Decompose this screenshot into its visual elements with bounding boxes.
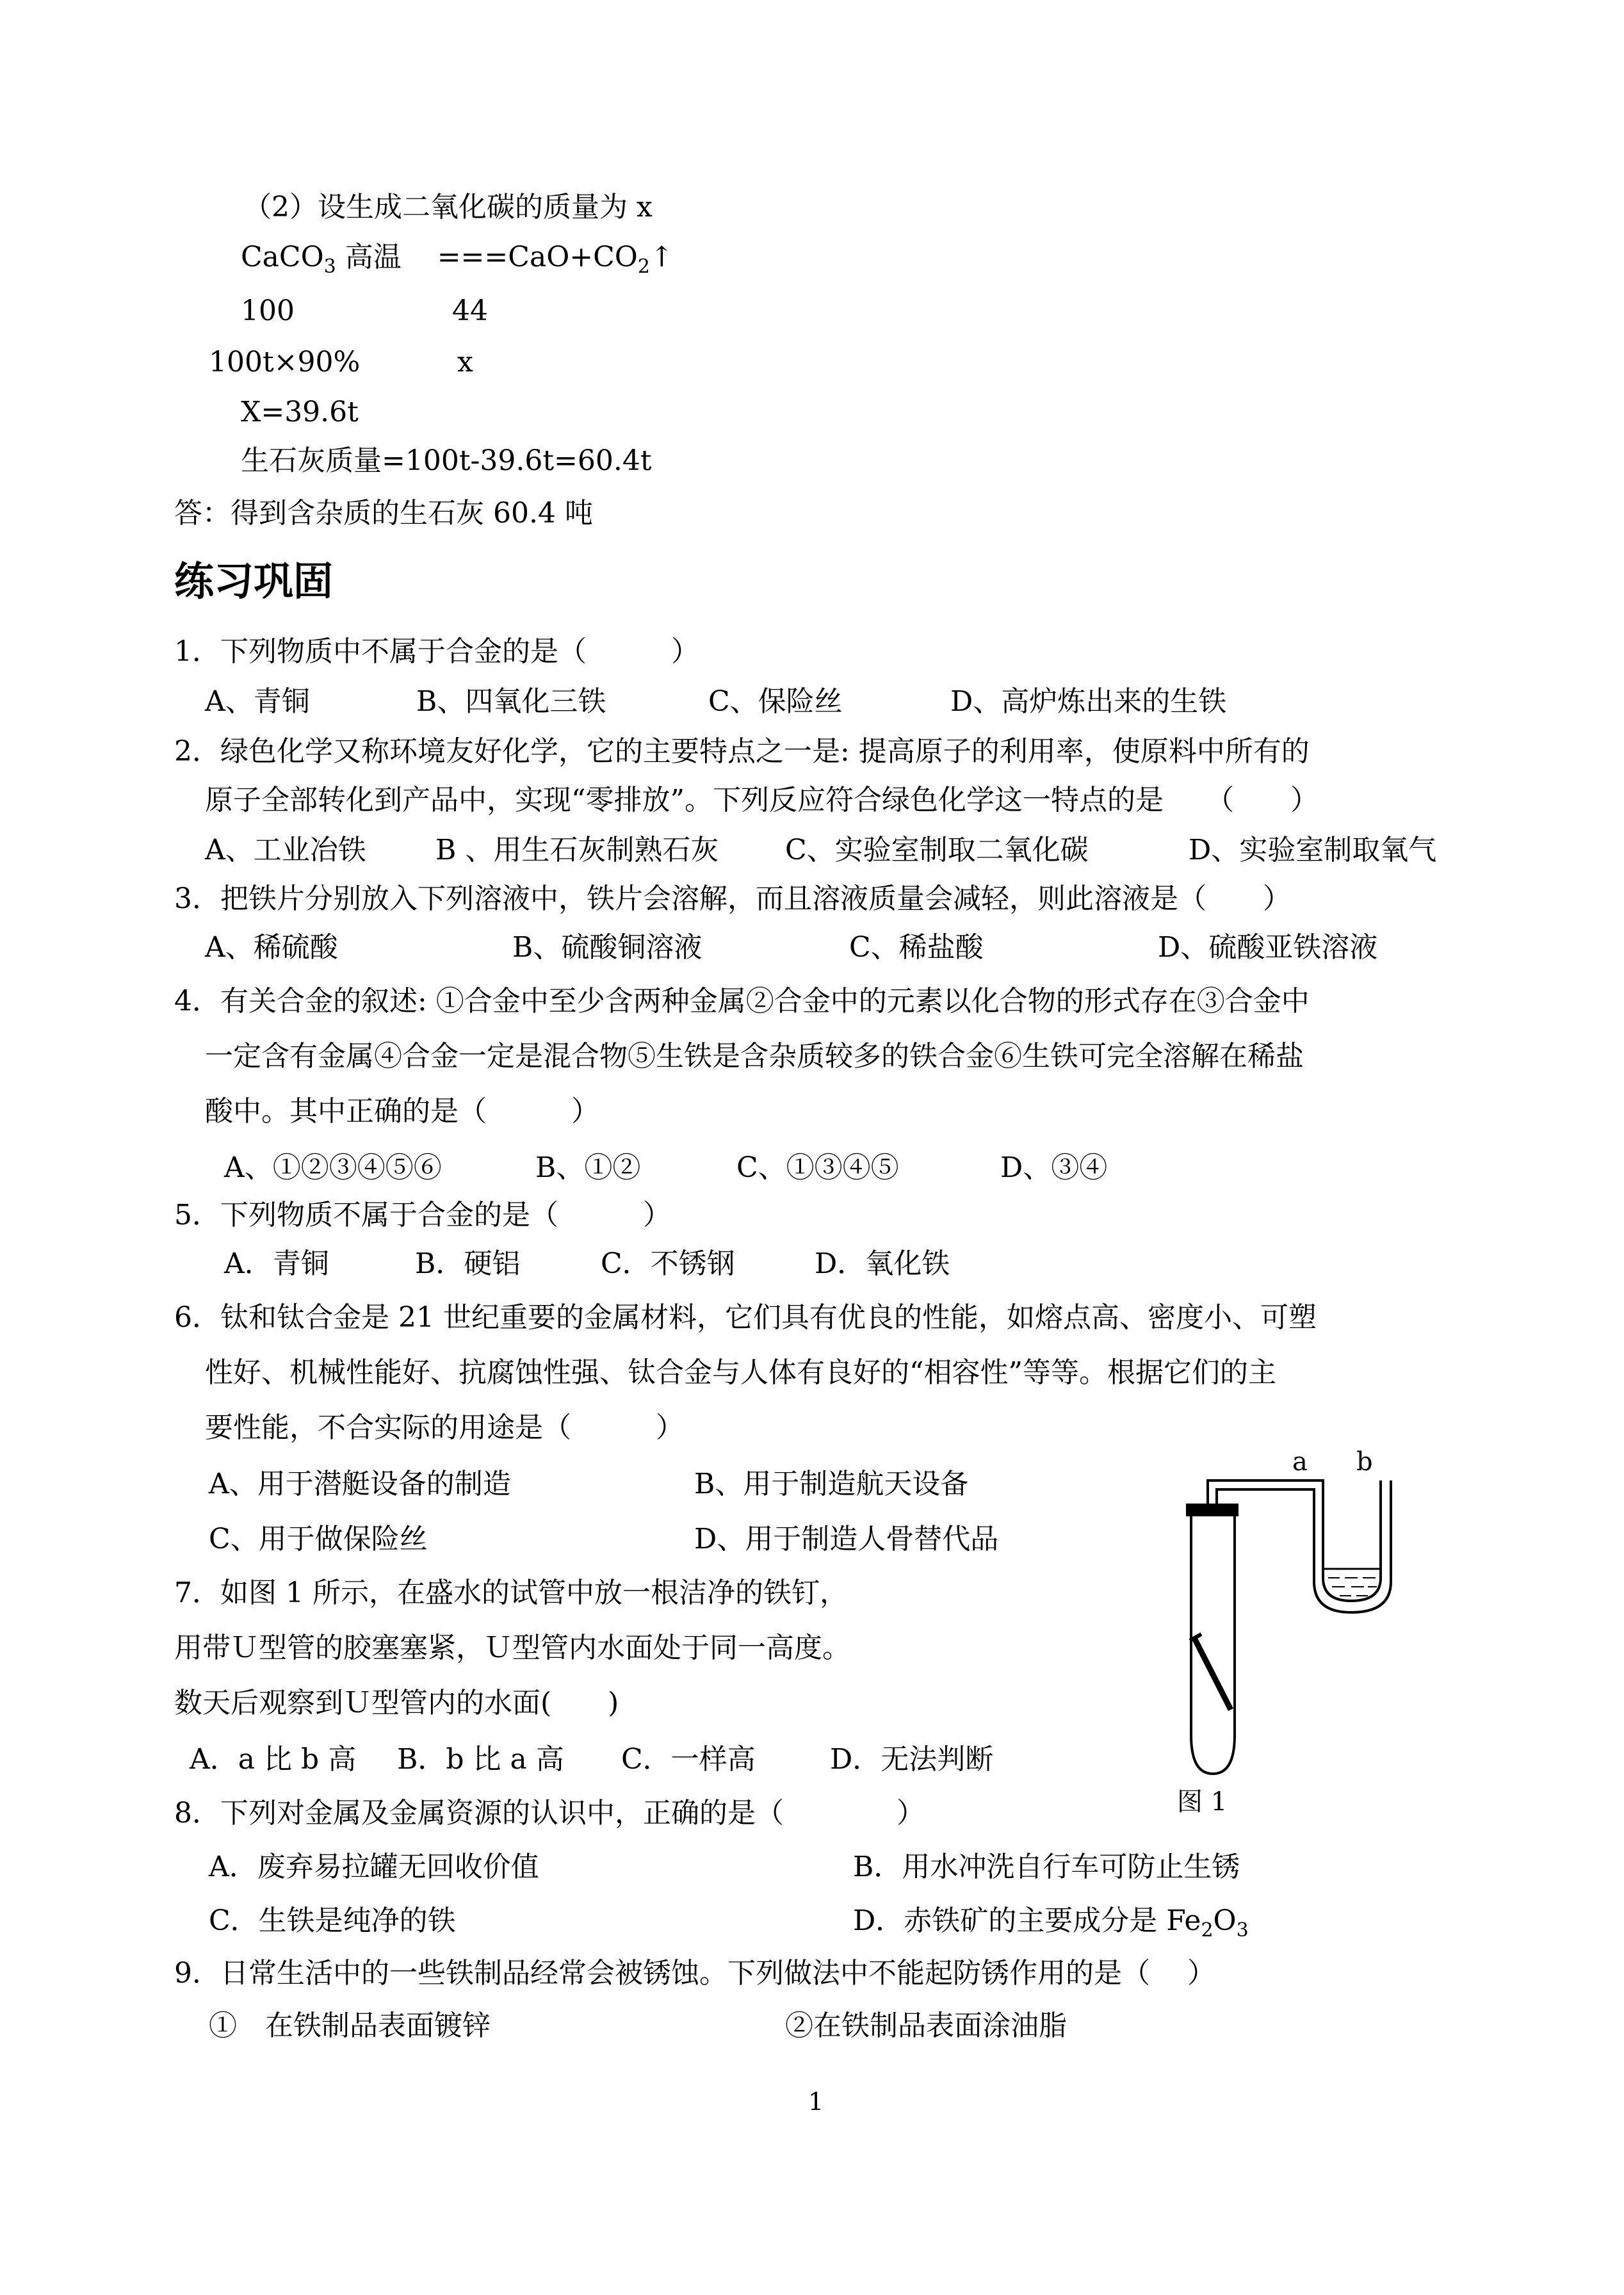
q1-option-d: D、高炉炼出来的生铁 xyxy=(950,685,1227,718)
fe-oxygen: O xyxy=(1213,1904,1237,1937)
question-7-line-1: 7．如图 1 所示，在盛水的试管中放一根洁净的铁钉， xyxy=(174,1577,848,1609)
question-7-line-2: 用带Ｕ型管的胶塞塞紧，Ｕ型管内水面处于同一高度。 xyxy=(174,1632,850,1664)
q6-option-a: A、用于潜艇设备的制造 xyxy=(209,1468,511,1500)
mass-result: 生石灰质量=100t-39.6t=60.4t xyxy=(241,444,652,477)
q4-option-b: B、①② xyxy=(535,1151,641,1184)
q7-option-a: A．a 比 b 高 xyxy=(190,1743,357,1776)
fe-subscript-3: 3 xyxy=(1236,1919,1249,1942)
figure-label-b: b xyxy=(1356,1447,1373,1477)
q6-option-d: D、用于制造人骨替代品 xyxy=(694,1523,999,1555)
q1-option-b: B、四氧化三铁 xyxy=(416,685,606,718)
molar-mass-2: 44 xyxy=(452,295,488,327)
q2-option-b: B 、用生石灰制熟石灰 xyxy=(435,834,719,866)
ratio-1: 100t×90% xyxy=(209,346,361,378)
eq-left: CaCO xyxy=(241,241,324,273)
q3-option-a: A、稀硫酸 xyxy=(205,931,338,964)
q7-option-b: B．b 比 a 高 xyxy=(397,1743,564,1776)
q6-option-b: B、用于制造航天设备 xyxy=(694,1468,969,1500)
eq-arrow: ↑ xyxy=(649,241,674,273)
q3-option-c: C、稀盐酸 xyxy=(849,931,984,964)
answer-statement: 答：得到含杂质的生石灰 60.4 吨 xyxy=(174,497,593,530)
q1-option-c: C、保险丝 xyxy=(708,685,843,718)
question-8: 8．下列对金属及金属资源的认识中，正确的是（ ） xyxy=(174,1797,925,1829)
q9-option-1: ① 在铁制品表面镀锌 xyxy=(209,2009,491,2042)
x-result: X=39.6t xyxy=(241,396,359,428)
q8-option-c: C．生铁是纯净的铁 xyxy=(209,1904,456,1937)
question-7-line-3: 数天后观察到Ｕ型管内的水面( ) xyxy=(174,1687,619,1719)
molar-mass-1: 100 xyxy=(241,295,295,327)
eq-left-sub: 3 xyxy=(323,255,336,278)
q4-option-c: C、①③④⑤ xyxy=(736,1151,899,1184)
q1-option-a: A、青铜 xyxy=(205,685,310,718)
q4-option-d: D、③④ xyxy=(1000,1151,1108,1184)
question-5: 5．下列物质不属于合金的是（ ） xyxy=(174,1199,671,1231)
q2-option-a: A、工业冶铁 xyxy=(205,834,366,866)
q8-option-d-text: D．赤铁矿的主要成分是 Fe xyxy=(853,1904,1201,1937)
section-heading: 练习巩固 xyxy=(174,558,334,604)
q2-option-c: C、实验室制取二氧化碳 xyxy=(785,834,1089,866)
figure-label-a: a xyxy=(1292,1447,1308,1477)
q9-option-2: ②在铁制品表面涂油脂 xyxy=(785,2009,1067,2042)
q5-option-b: B．硬铝 xyxy=(415,1247,521,1280)
q5-option-d: D．氧化铁 xyxy=(815,1247,950,1280)
q8-option-a: A．废弃易拉罐无回收价值 xyxy=(209,1851,539,1883)
eq-condition: 高温 xyxy=(336,241,410,273)
figure-1-apparatus xyxy=(1172,1441,1428,1812)
q5-option-c: C．不锈钢 xyxy=(601,1247,735,1280)
ratio-2: x xyxy=(457,346,473,378)
question-4-line-1: 4．有关合金的叙述: ①合金中至少含两种金属②合金中的元素以化合物的形式存在③合金中 xyxy=(174,985,1310,1018)
q7-option-c: C．一样高 xyxy=(621,1743,756,1776)
question-9: 9．日常生活中的一些铁制品经常会被锈蚀。下列做法中不能起防锈作用的是（ ） xyxy=(174,1957,1215,1990)
question-4-line-2: 一定含有金属④合金一定是混合物⑤生铁是含杂质较多的铁合金⑥生铁可完全溶解在稀盐 xyxy=(205,1040,1304,1073)
eq-right: ===CaO+CO xyxy=(437,241,638,273)
q6-option-c: C、用于做保险丝 xyxy=(209,1523,428,1555)
page-number: 1 xyxy=(808,2088,824,2116)
question-3: 3．把铁片分别放入下列溶液中，铁片会溶解，而且溶液质量会减轻，则此溶液是（ ） xyxy=(174,882,1291,915)
figure-caption: 图 1 xyxy=(1177,1787,1228,1817)
q8-option-b: B．用水冲洗自行车可防止生锈 xyxy=(853,1851,1240,1883)
question-6-line-3: 要性能，不合实际的用途是（ ） xyxy=(205,1411,684,1444)
question-4-line-3: 酸中。其中正确的是（ ） xyxy=(205,1095,599,1128)
eq-right-sub: 2 xyxy=(637,255,650,278)
q3-option-b: B、硫酸铜溶液 xyxy=(512,931,702,964)
question-6-line-1: 6．钛和钛合金是 21 世纪重要的金属材料，它们具有优良的性能，如熔点高、密度小、可塑 xyxy=(174,1301,1317,1334)
equation xyxy=(241,239,674,285)
q4-option-a: A、①②③④⑤⑥ xyxy=(224,1151,442,1184)
q3-option-d: D、硫酸亚铁溶液 xyxy=(1158,931,1378,964)
q5-option-a: A．青铜 xyxy=(224,1247,329,1280)
q8-option-d xyxy=(853,1903,1249,1949)
q2-option-d: D、实验室制取氧气 xyxy=(1189,834,1437,866)
question-6-line-2: 性好、机械性能好、抗腐蚀性强、钛合金与人体有良好的“相容性”等等。根据它们的主 xyxy=(205,1356,1276,1389)
fe-subscript-2: 2 xyxy=(1201,1919,1214,1942)
question-2-line-2: 原子全部转化到产品中，实现“零排放”。下列反应符合绿色化学这一特点的是 （ ） xyxy=(205,784,1319,816)
q7-option-d: D．无法判断 xyxy=(830,1743,994,1776)
question-2-line-1: 2．绿色化学又称环境友好化学，它的主要特点之一是: 提高原子的利用率，使原料中所有的 xyxy=(174,735,1310,768)
question-1: 1．下列物质中不属于合金的是（ ） xyxy=(174,635,699,668)
answer-line-1: （2）设生成二氧化碳的质量为 x xyxy=(243,191,653,223)
